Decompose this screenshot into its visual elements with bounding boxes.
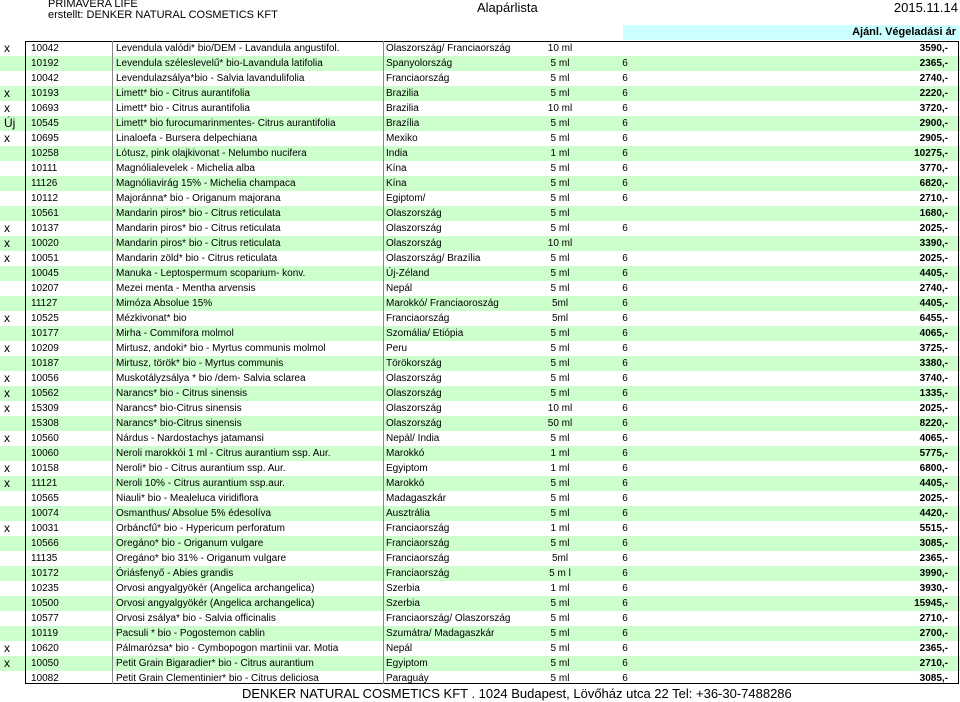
product-origin: Kína — [386, 178, 407, 189]
product-code: 10545 — [31, 118, 59, 129]
product-name: Niauli* bio - Mealeluca viridiflora — [116, 493, 259, 504]
product-price: 4405,- — [919, 268, 948, 279]
product-quantity: 10 ml — [547, 103, 573, 114]
product-price: 10275,- — [914, 148, 948, 159]
column-divider — [383, 41, 384, 684]
row-marker: x — [4, 641, 10, 655]
product-origin: Franciaország — [386, 568, 450, 579]
product-name: Orvosi zsálya* bio - Salvia officinalis — [116, 613, 276, 624]
product-origin: Peru — [386, 343, 408, 354]
discount-group: 6 — [622, 178, 628, 189]
product-origin: Olaszország/ Franciaország — [386, 43, 511, 54]
row-marker: x — [4, 476, 10, 490]
product-quantity: 5 ml — [550, 373, 570, 384]
product-price: 3930,- — [919, 583, 948, 594]
product-name: Narancs* bio-Citrus sinensis — [116, 403, 242, 414]
discount-group: 6 — [622, 463, 628, 474]
row-marker: x — [4, 41, 10, 55]
product-name: Mandarin zöld* bio - Citrus reticulata — [116, 253, 278, 264]
product-quantity: 5 ml — [550, 508, 570, 519]
product-code: 10177 — [31, 328, 59, 339]
product-origin: Paraguáy — [386, 673, 429, 684]
discount-group: 6 — [622, 448, 628, 459]
product-code: 10620 — [31, 643, 59, 654]
product-quantity: 5 ml — [550, 73, 570, 84]
discount-group: 6 — [622, 583, 628, 594]
product-origin: Olaszország — [386, 373, 442, 384]
product-quantity: 5 ml — [550, 343, 570, 354]
row-marker: x — [4, 371, 10, 385]
product-name: Limett* bio - Citrus aurantifolia — [116, 88, 250, 99]
product-origin: Franciaország/ Olaszország — [386, 613, 511, 624]
product-code: 10566 — [31, 538, 59, 549]
product-price: 2710,- — [919, 613, 948, 624]
discount-group: 6 — [622, 268, 628, 279]
product-name: Pacsuli * bio - Pogostemon cablin — [116, 628, 265, 639]
product-price: 2220,- — [919, 88, 948, 99]
product-price: 4405,- — [919, 478, 948, 489]
product-quantity: 10 ml — [547, 403, 573, 414]
product-price: 2900,- — [919, 118, 948, 129]
product-origin: Olaszország — [386, 223, 442, 234]
product-origin: Új-Zéland — [386, 268, 430, 279]
product-origin: Törökország — [386, 358, 442, 369]
product-code: 10082 — [31, 673, 59, 684]
product-name: Óriásfenyő - Abies grandis — [116, 568, 234, 579]
discount-group: 6 — [622, 643, 628, 654]
product-origin: Franciaország — [386, 523, 450, 534]
product-price: 2025,- — [919, 493, 948, 504]
product-origin: Olaszország — [386, 238, 442, 249]
discount-group: 6 — [622, 148, 628, 159]
product-code: 10192 — [31, 58, 59, 69]
product-name: Mandarin piros* bio - Citrus reticulata — [116, 238, 281, 249]
product-name: Osmanthus/ Absolue 5% édesolíva — [116, 508, 272, 519]
product-origin: Marokkó — [386, 478, 425, 489]
product-origin: Olaszország — [386, 208, 442, 219]
product-price: 6800,- — [919, 463, 948, 474]
product-origin: Mexiko — [386, 133, 418, 144]
product-price: 4065,- — [919, 433, 948, 444]
product-name: Pálmarózsa* bio - Cymbopogon martinii var. Motia — [116, 643, 339, 654]
product-name: Neroli 10% - Citrus aurantium ssp.aur. — [116, 478, 285, 489]
discount-group: 6 — [622, 313, 628, 324]
product-name: Narancs* bio-Citrus sinensis — [116, 418, 242, 429]
discount-group: 6 — [622, 523, 628, 534]
product-name: Mandarin piros* bio - Citrus reticulata — [116, 223, 281, 234]
product-quantity: 1 ml — [550, 463, 570, 474]
product-quantity: 1 ml — [550, 523, 570, 534]
product-price: 4420,- — [919, 508, 948, 519]
discount-group: 6 — [622, 388, 628, 399]
product-quantity: 5 ml — [550, 538, 570, 549]
product-code: 10050 — [31, 658, 59, 669]
product-origin: India — [386, 148, 408, 159]
product-price: 4405,- — [919, 298, 948, 309]
product-origin: Szerbia — [386, 598, 420, 609]
product-origin: Egiptom/ — [386, 193, 426, 204]
product-price: 6820,- — [919, 178, 948, 189]
product-quantity: 5 ml — [550, 613, 570, 624]
product-name: Levendula széleslevelű* bio-Lavandula latifolia — [116, 58, 323, 69]
product-quantity: 5 ml — [550, 598, 570, 609]
product-quantity: 5 ml — [550, 493, 570, 504]
product-name: Mirtusz, török* bio - Myrtus communis — [116, 358, 284, 369]
product-origin: Ausztrália — [386, 508, 430, 519]
product-code: 10693 — [31, 103, 59, 114]
product-name: Neroli marokkói 1 ml - Citrus aurantium ssp. Aur. — [116, 448, 331, 459]
product-name: Magnólialevelek - Michelia alba — [116, 163, 255, 174]
product-price: 2740,- — [919, 283, 948, 294]
discount-group: 6 — [622, 613, 628, 624]
discount-group: 6 — [622, 568, 628, 579]
row-marker: x — [4, 101, 10, 115]
product-name: Mandarin piros* bio - Citrus reticulata — [116, 208, 281, 219]
discount-group: 6 — [622, 118, 628, 129]
product-origin: Olaszország — [386, 403, 442, 414]
product-origin: Brazilia — [386, 103, 419, 114]
product-code: 10207 — [31, 283, 59, 294]
product-code: 10042 — [31, 73, 59, 84]
product-code: 10056 — [31, 373, 59, 384]
discount-group: 6 — [622, 658, 628, 669]
product-price: 3085,- — [919, 538, 948, 549]
product-name: Mimóza Absolue 15% — [116, 298, 213, 309]
product-quantity: 1 ml — [550, 148, 570, 159]
print-date: 2015.11.14 — [893, 0, 958, 15]
row-marker: x — [4, 131, 10, 145]
product-code: 10119 — [31, 628, 59, 639]
product-code: 10209 — [31, 343, 59, 354]
product-code: 11127 — [31, 298, 58, 309]
product-code: 11126 — [31, 178, 58, 189]
product-price: 2025,- — [919, 223, 948, 234]
product-code: 10565 — [31, 493, 59, 504]
product-origin: Nepál — [386, 283, 413, 294]
product-price: 3380,- — [919, 358, 948, 369]
product-code: 10112 — [31, 193, 59, 204]
product-code: 10060 — [31, 448, 59, 459]
product-origin: Nepál — [386, 643, 413, 654]
product-origin: Szumátra/ Madagaszkár — [386, 628, 495, 639]
discount-group: 6 — [622, 628, 628, 639]
product-origin: Szerbia — [386, 583, 420, 594]
product-price: 3390,- — [919, 238, 948, 249]
product-origin: Olaszország — [386, 388, 442, 399]
created-by: erstellt: DENKER NATURAL COSMETICS KFT — [48, 9, 278, 21]
product-quantity: 5 ml — [550, 433, 570, 444]
product-quantity: 5 ml — [550, 118, 570, 129]
product-name: Oregáno* bio - Origanum vulgare — [116, 538, 264, 549]
product-name: Nárdus - Nardostachys jatamansi — [116, 433, 264, 444]
product-code: 10045 — [31, 268, 59, 279]
table-frame — [25, 41, 959, 684]
product-code: 10525 — [31, 313, 59, 324]
product-name: Muskotályzsálya * bio /dem- Salvia sclarea — [116, 373, 306, 384]
discount-group: 6 — [622, 253, 628, 264]
product-name: Magnóliavirág 15% - Michelia champaca — [116, 178, 296, 189]
product-price: 2365,- — [919, 553, 948, 564]
product-code: 10193 — [31, 88, 59, 99]
product-origin: Madagaszkár — [386, 493, 447, 504]
product-name: Mézkivonat* bio — [116, 313, 187, 324]
product-name: Narancs* bio - Citrus sinensis — [116, 388, 248, 399]
footer-company-info: DENKER NATURAL COSMETICS KFT . 1024 Budapest, Lövőház utca 22 Tel: +36-30-7488286 — [242, 686, 792, 701]
product-quantity: 5 ml — [550, 178, 570, 189]
product-name: Neroli* bio - Citrus aurantium ssp. Aur. — [116, 463, 286, 474]
product-code: 10111 — [31, 163, 58, 174]
row-marker: x — [4, 431, 10, 445]
product-price: 3725,- — [919, 343, 948, 354]
product-price: 2025,- — [919, 253, 948, 264]
product-price: 2740,- — [919, 73, 948, 84]
product-quantity: 5 ml — [550, 628, 570, 639]
product-price: 2710,- — [919, 658, 948, 669]
product-price: 2025,- — [919, 403, 948, 414]
product-code: 11121 — [31, 478, 58, 489]
product-quantity: 5 ml — [550, 268, 570, 279]
product-name: Petit Grain Bigaradier* bio - Citrus aurantium — [116, 658, 314, 669]
discount-group: 6 — [622, 508, 628, 519]
product-code: 10561 — [31, 208, 59, 219]
product-price: 1680,- — [919, 208, 948, 219]
product-code: 10187 — [31, 358, 59, 369]
product-quantity: 5 ml — [550, 673, 570, 684]
product-price: 2905,- — [919, 133, 948, 144]
product-quantity: 5 ml — [550, 328, 570, 339]
product-name: Mirtusz, andoki* bio - Myrtus communis molmol — [116, 343, 326, 354]
product-code: 10074 — [31, 508, 59, 519]
product-name: Orbáncfű* bio - Hypericum perforatum — [116, 523, 285, 534]
product-quantity: 5 ml — [550, 388, 570, 399]
product-origin: Kína — [386, 163, 407, 174]
discount-group: 6 — [622, 103, 628, 114]
product-price: 3740,- — [919, 373, 948, 384]
product-quantity: 5 ml — [550, 208, 570, 219]
discount-group: 6 — [622, 478, 628, 489]
product-code: 10560 — [31, 433, 59, 444]
product-code: 10031 — [31, 523, 59, 534]
discount-group: 6 — [622, 88, 628, 99]
product-quantity: 5 ml — [550, 643, 570, 654]
product-quantity: 1 ml — [550, 448, 570, 459]
product-quantity: 10 ml — [547, 43, 573, 54]
row-marker: x — [4, 236, 10, 250]
discount-group: 6 — [622, 133, 628, 144]
discount-group: 6 — [622, 418, 628, 429]
product-quantity: 5 ml — [550, 58, 570, 69]
product-price: 5515,- — [919, 523, 948, 534]
product-quantity: 5 ml — [550, 88, 570, 99]
product-price: 15945,- — [914, 598, 948, 609]
product-code: 10172 — [31, 568, 59, 579]
product-origin: Olaszország — [386, 418, 442, 429]
discount-group: 6 — [622, 673, 628, 684]
product-name: Manuka - Leptospermum scoparium- konv. — [116, 268, 306, 279]
product-name: Lótusz, pink olajkivonat - Nelumbo nucifera — [116, 148, 307, 159]
product-price: 2700,- — [919, 628, 948, 639]
product-code: 10562 — [31, 388, 59, 399]
product-price: 3720,- — [919, 103, 948, 114]
discount-group: 6 — [622, 373, 628, 384]
row-marker: x — [4, 401, 10, 415]
discount-group: 6 — [622, 598, 628, 609]
product-name: Linaloefa - Bursera delpechiana — [116, 133, 258, 144]
product-quantity: 10 ml — [547, 238, 573, 249]
product-code: 15308 — [31, 418, 59, 429]
product-quantity: 5 ml — [550, 478, 570, 489]
row-marker: x — [4, 386, 10, 400]
row-marker: x — [4, 461, 10, 475]
discount-group: 6 — [622, 493, 628, 504]
product-quantity: 50 ml — [547, 418, 573, 429]
product-quantity: 5 ml — [550, 358, 570, 369]
product-price: 3590,- — [919, 43, 948, 54]
row-marker: x — [4, 341, 10, 355]
discount-group: 6 — [622, 283, 628, 294]
discount-group: 6 — [622, 58, 628, 69]
product-quantity: 5 ml — [550, 133, 570, 144]
product-price: 3770,- — [919, 163, 948, 174]
product-name: Majoránna* bio - Origanum majorana — [116, 193, 281, 204]
product-price: 3085,- — [919, 673, 948, 684]
product-code: 10137 — [31, 223, 59, 234]
discount-group: 6 — [622, 433, 628, 444]
page-title: Alapárlista — [477, 0, 538, 15]
row-marker: x — [4, 221, 10, 235]
product-origin: Marokkó — [386, 448, 425, 459]
product-name: Levendulazsálya*bio - Salvia lavandulifolia — [116, 73, 305, 84]
product-quantity: 5 ml — [550, 193, 570, 204]
product-name: Mezei menta - Mentha arvensis — [116, 283, 256, 294]
product-quantity: 5 ml — [550, 253, 570, 264]
discount-group: 6 — [622, 403, 628, 414]
product-quantity: 5ml — [551, 298, 569, 309]
product-price: 2365,- — [919, 58, 948, 69]
header-left — [48, 0, 278, 21]
product-quantity: 5 ml — [550, 658, 570, 669]
product-code: 15309 — [31, 403, 59, 414]
product-quantity: 5 ml — [550, 163, 570, 174]
product-origin: Spanyolország — [386, 58, 453, 69]
product-name: Levendula valódi* bio/DEM - Lavandula angustifol. — [116, 43, 340, 54]
product-code: 10695 — [31, 133, 59, 144]
product-name: Limett* bio - Citrus aurantifolia — [116, 103, 250, 114]
product-origin: Brazilia — [386, 88, 419, 99]
product-origin: Marokkó/ Franciaoroszág — [386, 298, 499, 309]
discount-group: 6 — [622, 193, 628, 204]
product-origin: Szomália/ Etiópia — [386, 328, 464, 339]
product-code: 10258 — [31, 148, 59, 159]
product-quantity: 5 ml — [550, 223, 570, 234]
product-price: 3990,- — [919, 568, 948, 579]
product-quantity: 5 m l — [549, 568, 571, 579]
discount-group: 6 — [622, 343, 628, 354]
product-code: 10051 — [31, 253, 59, 264]
product-origin: Brazília — [386, 118, 420, 129]
product-price: 2365,- — [919, 643, 948, 654]
product-price: 5775,- — [919, 448, 948, 459]
product-origin: Olaszország/ Brazília — [386, 253, 481, 264]
discount-group: 6 — [622, 358, 628, 369]
column-divider — [112, 41, 113, 684]
product-code: 10235 — [31, 583, 59, 594]
product-origin: Franciaország — [386, 553, 450, 564]
product-code: 10500 — [31, 598, 59, 609]
product-name: Orvosi angyalgyökér (Angelica archangelica) — [116, 598, 315, 609]
product-code: 10042 — [31, 43, 59, 54]
product-code: 10020 — [31, 238, 59, 249]
product-origin: Nepál/ India — [386, 433, 440, 444]
product-quantity: 1 ml — [550, 583, 570, 594]
row-marker: x — [4, 311, 10, 325]
discount-group: 6 — [622, 73, 628, 84]
row-marker: Új — [4, 116, 16, 130]
product-name: Oregáno* bio 31% - Origanum vulgare — [116, 553, 287, 564]
product-code: 10158 — [31, 463, 59, 474]
product-code: 10577 — [31, 613, 59, 624]
product-code: 11135 — [31, 553, 58, 564]
product-price: 2710,- — [919, 193, 948, 204]
price-column-header: Ajánl. Végeladási ár — [623, 25, 959, 40]
product-origin: Franciaország — [386, 538, 450, 549]
row-marker: x — [4, 656, 10, 670]
product-quantity: 5ml — [551, 553, 569, 564]
discount-group: 6 — [622, 223, 628, 234]
product-name: Limett* bio furocumarinmentes- Citrus aurantifolia — [116, 118, 336, 129]
brand-name: PRIMAVERA LIFE — [48, 0, 138, 10]
product-name: Orvosi angyalgyökér (Angelica archangelica) — [116, 583, 315, 594]
product-quantity: 5ml — [551, 313, 569, 324]
row-marker: x — [4, 251, 10, 265]
discount-group: 6 — [622, 298, 628, 309]
product-price: 1335,- — [919, 388, 948, 399]
product-price: 8220,- — [919, 418, 948, 429]
product-quantity: 5 ml — [550, 283, 570, 294]
product-name: Mirha - Commifora molmol — [116, 328, 234, 339]
product-origin: Egyiptom — [386, 658, 428, 669]
product-origin: Franciaország — [386, 313, 450, 324]
discount-group: 6 — [622, 163, 628, 174]
row-marker: x — [4, 86, 10, 100]
discount-group: 6 — [622, 553, 628, 564]
product-price: 6455,- — [919, 313, 948, 324]
row-marker: x — [4, 521, 10, 535]
product-price: 4065,- — [919, 328, 948, 339]
product-name: Petit Grain Clementinier* bio - Citrus deliciosa — [116, 673, 319, 684]
discount-group: 6 — [622, 328, 628, 339]
product-origin: Egyiptom — [386, 463, 428, 474]
discount-group: 6 — [622, 538, 628, 549]
product-origin: Franciaország — [386, 73, 450, 84]
